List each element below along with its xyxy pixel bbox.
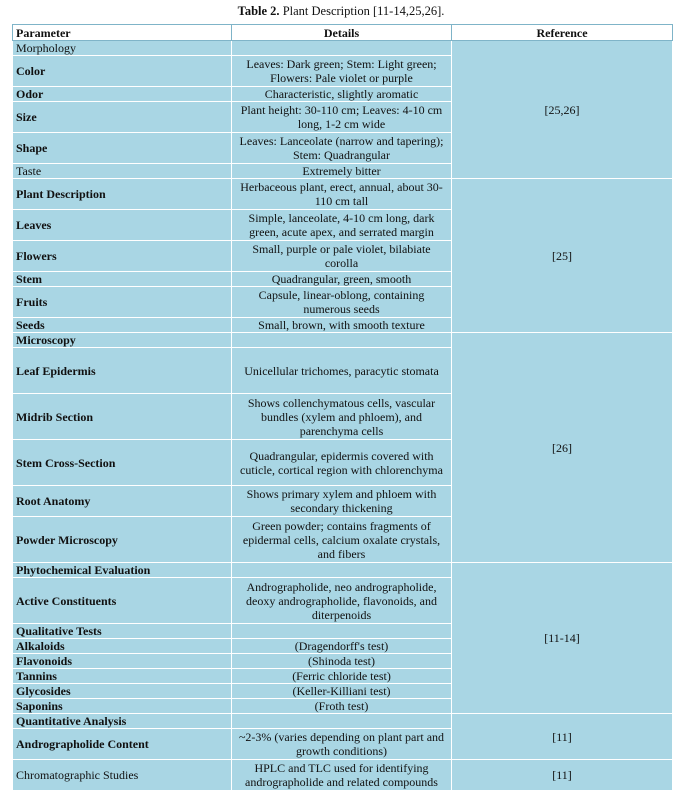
details-cell [232, 624, 452, 639]
details-cell [232, 714, 452, 729]
parameter-cell: Phytochemical Evaluation [13, 563, 232, 578]
reference-cell: [11-14] [452, 563, 673, 714]
details-cell: Unicellular trichomes, paracytic stomata [232, 348, 452, 394]
parameter-cell: Quantitative Analysis [13, 714, 232, 729]
parameter-cell: Morphology [13, 41, 232, 56]
parameter-cell: Color [13, 56, 232, 87]
header-reference: Reference [452, 25, 673, 41]
parameter-cell: Plant Description [13, 179, 232, 210]
details-cell [232, 333, 452, 348]
details-cell: (Shinoda test) [232, 654, 452, 669]
header-row [13, 25, 673, 41]
parameter-cell: Root Anatomy [13, 486, 232, 517]
parameter-cell: Leaves [13, 210, 232, 241]
table-body [13, 41, 673, 791]
details-cell: Characteristic, slightly aromatic [232, 87, 452, 102]
table-row [13, 760, 673, 791]
table-caption [0, 0, 682, 19]
reference-cell: [25] [452, 179, 673, 333]
parameter-cell: Odor [13, 87, 232, 102]
details-cell: Plant height: 30-110 cm; Leaves: 4-10 cm long, 1-2 cm wide [232, 102, 452, 133]
parameter-cell: Taste [13, 164, 232, 179]
parameter-cell: Saponins [13, 699, 232, 714]
parameter-cell: Leaf Epidermis [13, 348, 232, 394]
details-cell: Small, purple or pale violet, bilabiate corolla [232, 241, 452, 272]
section-row [13, 563, 673, 578]
parameter-cell: Chromatographic Studies [13, 760, 232, 791]
parameter-cell: Microscopy [13, 333, 232, 348]
parameter-cell: Tannins [13, 669, 232, 684]
details-cell: Small, brown, with smooth texture [232, 318, 452, 333]
section-row [13, 714, 673, 729]
details-cell: Extremely bitter [232, 164, 452, 179]
parameter-cell: Flavonoids [13, 654, 232, 669]
details-cell: Quadrangular, epidermis covered with cuticle, cortical region with chlorenchyma [232, 440, 452, 486]
parameter-cell: Glycosides [13, 684, 232, 699]
details-cell: Green powder; contains fragments of epidermal cells, calcium oxalate crystals, and fibers [232, 517, 452, 563]
details-cell: Leaves: Dark green; Stem: Light green; Flowers: Pale violet or purple [232, 56, 452, 87]
reference-cell: [26] [452, 333, 673, 563]
parameter-cell: Midrib Section [13, 394, 232, 440]
details-cell: (Froth test) [232, 699, 452, 714]
parameter-cell: Seeds [13, 318, 232, 333]
parameter-cell: Size [13, 102, 232, 133]
details-cell: HPLC and TLC used for identifying andrographolide and related compounds [232, 760, 452, 791]
parameter-cell: Powder Microscopy [13, 517, 232, 563]
reference-cell: [11] [452, 760, 673, 791]
parameter-cell: Active Constituents [13, 578, 232, 624]
caption-text: Plant Description [11-14,25,26]. [282, 4, 445, 18]
details-cell: Andrographolide, neo andrographolide, deoxy andrographolide, flavonoids, and diterpenoids [232, 578, 452, 624]
parameter-cell: Qualitative Tests [13, 624, 232, 639]
section-row [13, 41, 673, 56]
parameter-cell: Fruits [13, 287, 232, 318]
reference-cell: [11] [452, 714, 673, 760]
section-row [13, 333, 673, 348]
header-details: Details [232, 25, 452, 41]
parameter-cell: Alkaloids [13, 639, 232, 654]
details-cell [232, 41, 452, 56]
details-cell: (Dragendorff's test) [232, 639, 452, 654]
parameter-cell: Stem Cross-Section [13, 440, 232, 486]
details-cell: (Keller-Killiani test) [232, 684, 452, 699]
details-cell: Leaves: Lanceolate (narrow and tapering); Stem: Quadrangular [232, 133, 452, 164]
details-cell: Simple, lanceolate, 4-10 cm long, dark green, acute apex, and serrated margin [232, 210, 452, 241]
parameter-cell: Andrographolide Content [13, 729, 232, 760]
header-parameter: Parameter [13, 25, 232, 41]
details-cell: Shows primary xylem and phloem with secondary thickening [232, 486, 452, 517]
parameter-cell: Stem [13, 272, 232, 287]
details-cell [232, 563, 452, 578]
details-cell: ~2-3% (varies depending on plant part and growth conditions) [232, 729, 452, 760]
reference-cell: [25,26] [452, 41, 673, 179]
details-cell: Capsule, linear-oblong, containing numerous seeds [232, 287, 452, 318]
table-row [13, 179, 673, 210]
details-cell: (Ferric chloride test) [232, 669, 452, 684]
details-cell: Herbaceous plant, erect, annual, about 30-110 cm tall [232, 179, 452, 210]
plant-description-table [12, 24, 673, 791]
caption-label: Table 2. [237, 4, 280, 18]
parameter-cell: Flowers [13, 241, 232, 272]
details-cell: Quadrangular, green, smooth [232, 272, 452, 287]
details-cell: Shows collenchymatous cells, vascular bundles (xylem and phloem), and parenchyma cells [232, 394, 452, 440]
parameter-cell: Shape [13, 133, 232, 164]
